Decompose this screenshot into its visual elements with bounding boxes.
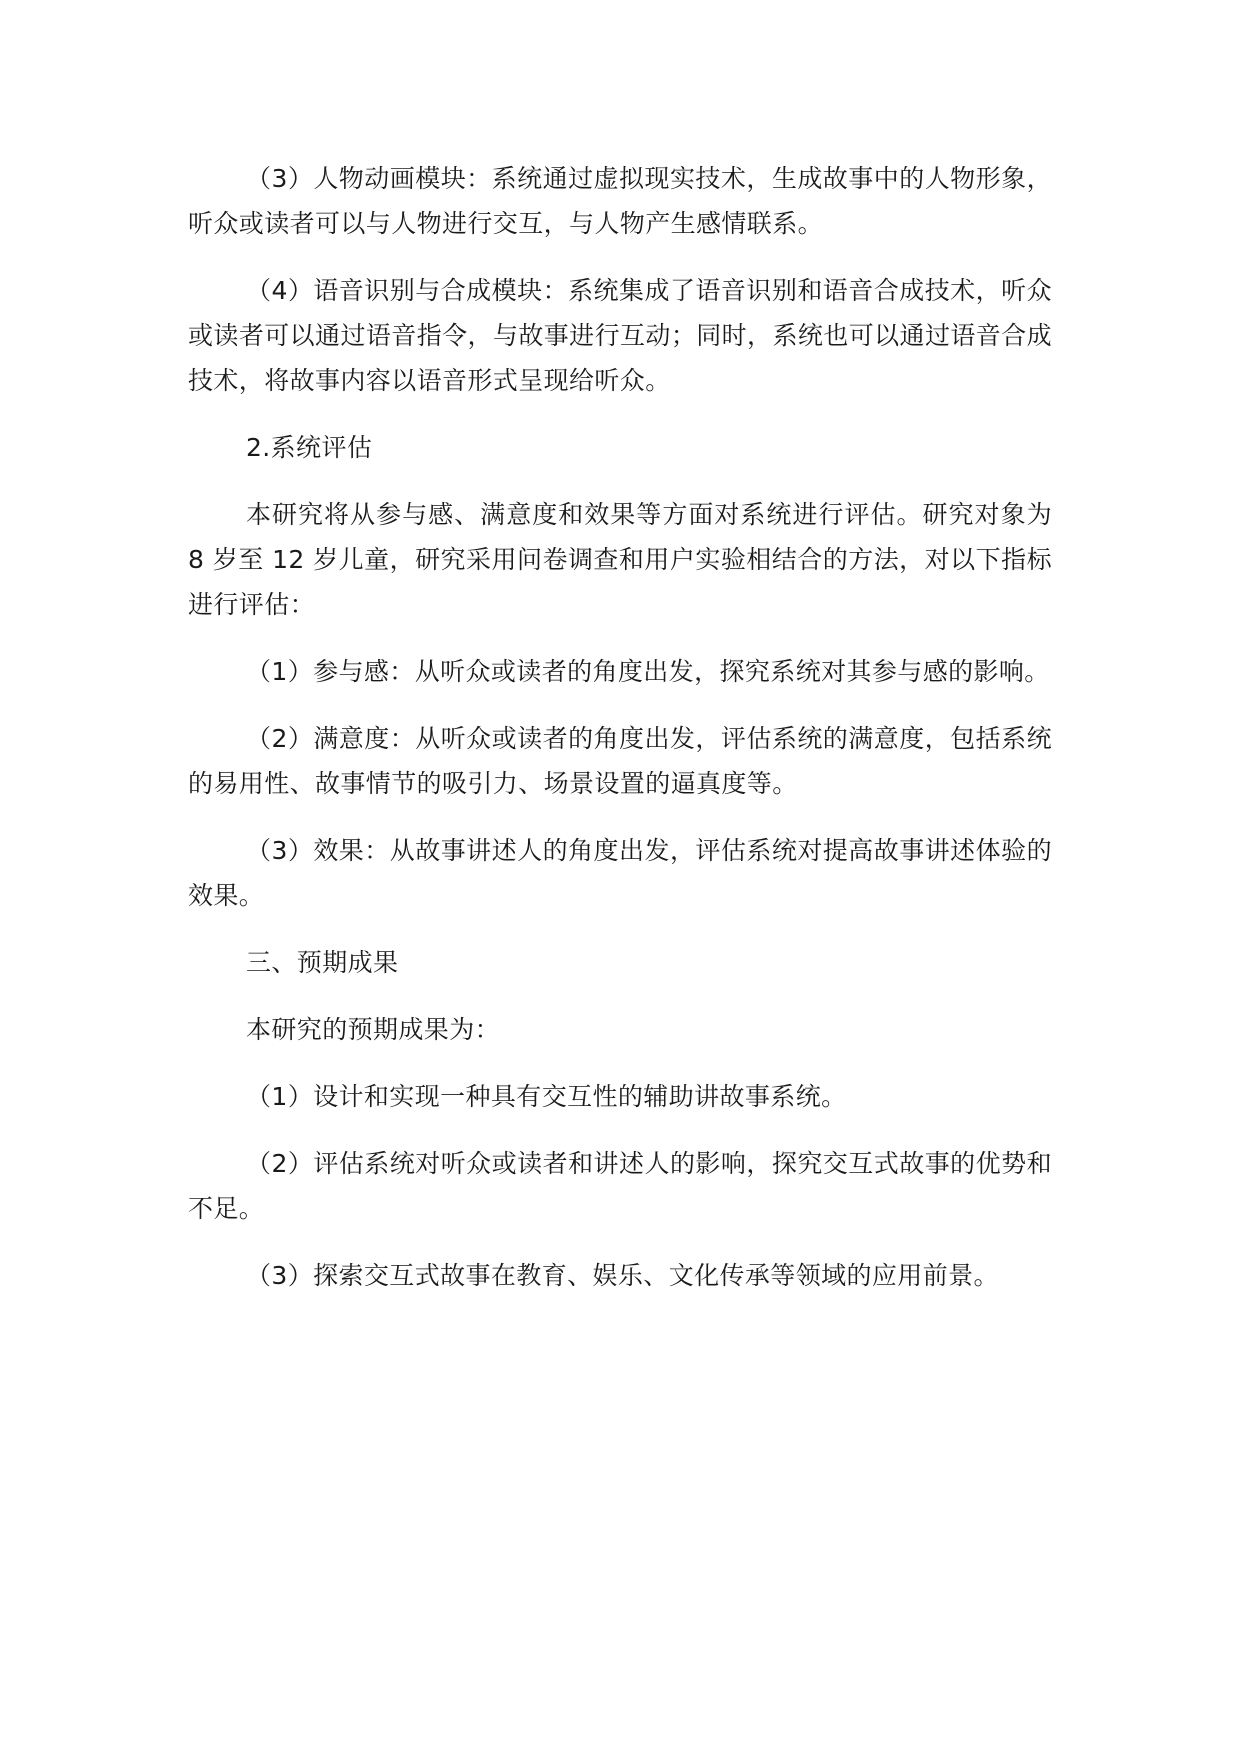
paragraph-expected-1: （1）设计和实现一种具有交互性的辅助讲故事系统。	[246, 1082, 847, 1111]
paragraph-expected-2: （2）评估系统对听众或读者和讲述人的影响，探究交互式故事的优势和不足。	[188, 1149, 1052, 1223]
paragraph-module-speech: （4）语音识别与合成模块：系统集成了语音识别和语音合成技术，听众或读者可以通过语音指令，与故事进行互动；同时，系统也可以通过语音合成技术，将故事内容以语音形式呈现给听众。	[188, 276, 1052, 395]
paragraph-evaluation-intro: 本研究将从参与感、满意度和效果等方面对系统进行评估。研究对象为 8 岁至 12 岁儿童，研究采用问卷调查和用户实验相结合的方法，对以下指标进行评估：	[188, 500, 1052, 619]
section-heading-system-evaluation: 2.系统评估	[246, 433, 373, 462]
section-heading-expected-results: 三、预期成果	[246, 948, 399, 977]
paragraph-module-character-animation: （3）人物动画模块：系统通过虚拟现实技术，生成故事中的人物形象，听众或读者可以与人物进行交互，与人物产生感情联系。	[188, 164, 1052, 238]
document-page	[188, 156, 1052, 1320]
paragraph-metric-satisfaction: （2）满意度：从听众或读者的角度出发，评估系统的满意度，包括系统的易用性、故事情节的吸引力、场景设置的逼真度等。	[188, 724, 1052, 798]
paragraph-expected-3: （3）探索交互式故事在教育、娱乐、文化传承等领域的应用前景。	[246, 1261, 999, 1290]
paragraph-metric-effect: （3）效果：从故事讲述人的角度出发，评估系统对提高故事讲述体验的效果。	[188, 836, 1052, 910]
paragraph-metric-engagement: （1）参与感：从听众或读者的角度出发，探究系统对其参与感的影响。	[246, 657, 1050, 686]
paragraph-expected-intro: 本研究的预期成果为：	[246, 1015, 501, 1044]
